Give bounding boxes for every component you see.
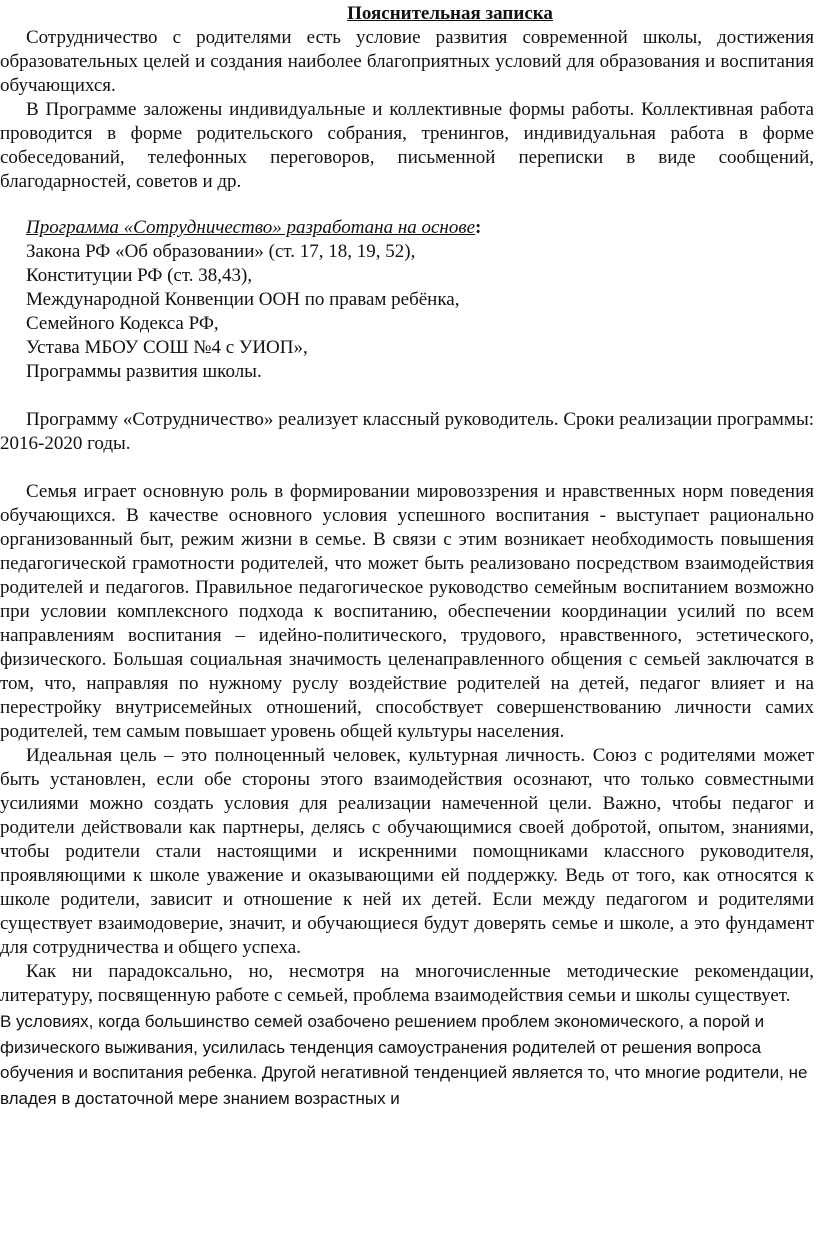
basis-section xyxy=(0,216,814,384)
basis-list xyxy=(0,240,814,384)
basis-list-item: Семейного Кодекса РФ, xyxy=(26,313,219,334)
family-paragraph: Идеальная цель – это полноценный человек, культурная личность. Союз с родителями может быть установлен, если обе стороны этого взаимодействия осознают, что только совместными усилиями можно создать условия для реализации намеченной цели. Важно, чтобы педагог и родители действовали как партнеры, делясь с обучающимися своей добротой, опытом, знаниями, чтобы родители стали настоящими и искренними помощниками классного руководителя, проявляющими к школе уважение и оказывающими ей поддержку. Ведь от того, как относятся к школе родители, зависит и отношение к ней их детей. Если между педагогом и родителями существует взаимодоверие, значит, и обучающиеся будут доверять семье и школе, а это фундамент для сотрудничества и общего успеха. xyxy=(0,745,814,958)
intro-paragraph: Сотрудничество с родителями есть условие развития современной школы, достижения образовательных целей и создания наиболее благоприятных условий для образования и воспитания обучающихся. xyxy=(0,27,814,96)
implementation-paragraph: Программу «Сотрудничество» реализует классный руководитель. Сроки реализации программы: 2016-2020 годы. xyxy=(0,409,814,454)
basis-heading xyxy=(0,216,814,240)
basis-list-item: Устава МБОУ СОШ №4 с УИОП», xyxy=(26,337,308,358)
closing-paragraph: В условиях, когда большинство семей озабочено решением проблем экономического, а порой и физического выживания, усилилась тенденция самоустранения родителей от решения вопроса обучения и воспитания ребенка. Другой негативной тенденцией является то, что многие родители, не владея в достаточной мере знанием возрастных и xyxy=(0,1012,808,1108)
basis-heading-text: Программа «Сотрудничество» разработана на основе xyxy=(26,217,476,238)
intro-section xyxy=(0,26,814,194)
page-title xyxy=(0,4,814,24)
family-section xyxy=(0,480,814,1008)
basis-list-item: Международной Конвенции ООН по правам ребёнка, xyxy=(26,289,460,310)
basis-list-item: Программы развития школы. xyxy=(26,361,262,382)
basis-heading-colon: : xyxy=(475,217,482,238)
basis-list-item: Закона РФ «Об образовании» (ст. 17, 18, 19, 52), xyxy=(26,241,416,262)
intro-paragraph: В Программе заложены индивидуальные и коллективные формы работы. Коллективная работа проводится в форме родительского собрания, тренингов, индивидуальная работа в форме собеседований, телефонных переговоров, письменной переписки в виде сообщений, благодарностей, советов и др. xyxy=(0,99,814,192)
title-text: Пояснительная записка xyxy=(347,3,553,24)
family-paragraph: Семья играет основную роль в формировании мировоззрения и нравственных норм поведения обучающихся. В качестве основного условия успешного воспитания - выступает рационально организованный быт, режим жизни в семье. В связи с этим возникает необходимость повышения педагогической грамотности родителей, что может быть реализовано посредством взаимодействия родителей и педагогов. Правильное педагогическое руководство семейным воспитанием возможно при условии комплексного подхода к воспитанию, обеспечении координации усилий по всем направлениям воспитания – идейно-политического, трудового, нравственного, эстетического, физического. Большая социальная значимость целенаправленного общения с семьей заключатся в том, что, направляя по нужному руслу воздействие родителей на детей, педагог влияет и на перестройку внутрисемейных отношений, способствует совершенствованию личности самих родителей, тем самым повышает уровень общей культуры населения. xyxy=(0,481,814,742)
basis-list-item: Конституции РФ (ст. 38,43), xyxy=(26,265,253,286)
family-paragraph: Как ни парадоксально, но, несмотря на многочисленные методические рекомендации, литературу, посвященную работе с семьей, проблема взаимодействия семьи и школы существует. xyxy=(0,961,814,1006)
